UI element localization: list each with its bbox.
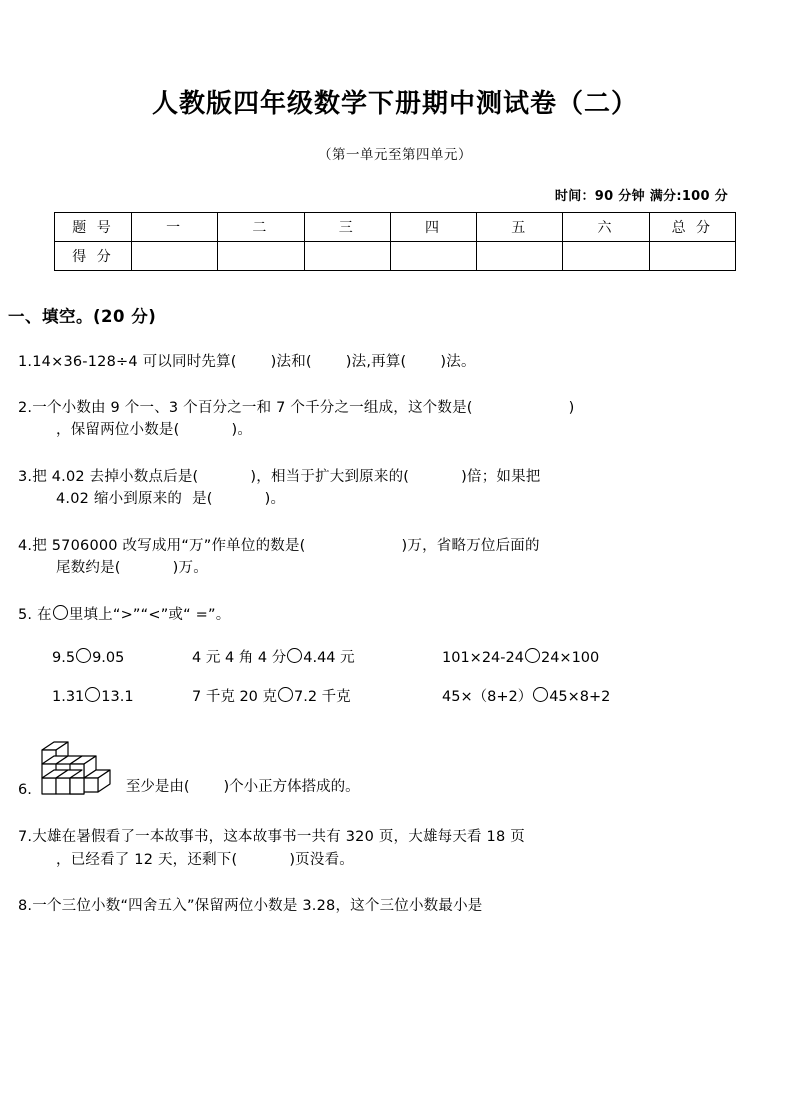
question-7-line-2 xyxy=(56,849,760,871)
comparison-right-2-3: 45×8+2 xyxy=(549,689,611,706)
score-table-header-5: 五 xyxy=(477,212,563,241)
score-table-header-2: 二 xyxy=(218,212,304,241)
score-table-header-3: 三 xyxy=(304,212,390,241)
comparison-circle-2-3[interactable] xyxy=(533,687,548,702)
page-subtitle: （第一单元至第四单元） xyxy=(318,146,472,163)
comparison-item-1-2 xyxy=(192,646,442,667)
comparison-row-2 xyxy=(52,685,790,706)
comparison-left-2-1: 1.31 xyxy=(52,688,85,705)
question-3-text-a: 把 4.02 去掉小数点后是( xyxy=(32,468,199,485)
question-5-text-b: 里填上“>”“<”或“ =”。 xyxy=(68,606,231,623)
comparison-right-1-1: 9.05 xyxy=(92,649,125,666)
question-1-text-d: )法。 xyxy=(440,353,476,370)
comparison-circle-2-1[interactable] xyxy=(85,687,100,702)
question-7-text-a: 大雄在暑假看了一本故事书，这本故事书一共有 320 页，大雄每天看 18 页 xyxy=(32,829,525,846)
page-title: 人教版四年级数学下册期中测试卷（二） xyxy=(151,89,638,119)
comparison-item-2-1 xyxy=(52,687,192,705)
cube-stack-figure-icon xyxy=(34,732,126,804)
question-1 xyxy=(18,351,760,373)
question-3-number: 3. xyxy=(18,468,33,485)
score-cell-2[interactable] xyxy=(218,241,304,270)
question-2-line-2 xyxy=(56,419,760,441)
question-6-text-wrap xyxy=(126,775,360,802)
score-cell-4[interactable] xyxy=(390,241,476,270)
question-2-text-c: ，保留两位小数是( xyxy=(56,422,180,439)
score-table-header-4: 四 xyxy=(390,212,476,241)
comparison-circle-1-1[interactable] xyxy=(76,648,91,663)
score-table-row-label-number: 题 号 xyxy=(55,212,132,241)
score-table-header-total: 总 分 xyxy=(649,212,735,241)
score-table-row-label-score: 得 分 xyxy=(55,241,132,270)
question-1-text-b: )法和( xyxy=(270,353,312,370)
score-cell-total[interactable] xyxy=(649,241,735,270)
question-2-text-b: ) xyxy=(568,399,575,416)
comparison-item-1-3 xyxy=(442,648,702,666)
question-2-number: 2. xyxy=(18,399,33,416)
question-7-text-c: )页没看。 xyxy=(289,851,354,868)
question-3-text-f: )。 xyxy=(264,491,286,508)
score-cell-1[interactable] xyxy=(132,241,218,270)
question-7-number: 7. xyxy=(18,829,33,846)
question-3-text-b: )，相当于扩大到原来的( xyxy=(250,468,410,485)
question-2-text-a: 一个小数由 9 个一、3 个百分之一和 7 个千分之一组成，这个数是( xyxy=(32,399,473,416)
question-5-number: 5. xyxy=(18,606,33,623)
question-4-text-a: 把 5706000 改写成用“万”作单位的数是( xyxy=(32,537,306,554)
question-5 xyxy=(18,604,760,626)
score-cell-5[interactable] xyxy=(477,241,563,270)
table-row-headers xyxy=(55,212,736,241)
comparison-item-1-1 xyxy=(52,648,192,666)
question-5-text-a: 在 xyxy=(37,606,52,623)
comparison-row-1 xyxy=(52,646,790,667)
question-3-text-e: 是( xyxy=(192,491,213,508)
question-2 xyxy=(18,397,760,442)
score-table-header-6: 六 xyxy=(563,212,649,241)
question-1-text-c: )法,再算( xyxy=(345,353,407,370)
question-1-number: 1. xyxy=(18,353,33,370)
score-cell-3[interactable] xyxy=(304,241,390,270)
comparison-left-2-2: 7 千克 20 克 xyxy=(192,689,278,706)
question-8-number: 8. xyxy=(18,898,33,915)
question-2-text-d: )。 xyxy=(231,422,253,439)
question-6 xyxy=(18,732,790,802)
question-4-text-d: )万。 xyxy=(172,560,208,577)
comparison-right-1-3: 24×100 xyxy=(540,649,600,666)
score-cell-6[interactable] xyxy=(563,241,649,270)
comparison-right-2-1: 13.1 xyxy=(101,688,134,705)
comparison-item-2-2 xyxy=(192,685,442,706)
question-4-line-2 xyxy=(56,557,760,579)
comparison-left-1-3: 101×24-24 xyxy=(442,649,524,666)
comparison-circle-1-2[interactable] xyxy=(287,648,302,663)
score-table-container xyxy=(54,212,736,271)
question-8-text-a: 一个三位小数“四舍五入”保留两位小数是 3.28，这个三位小数最小是 xyxy=(32,898,483,915)
circle-icon xyxy=(53,605,68,620)
question-4-number: 4. xyxy=(18,537,33,554)
table-row-scores xyxy=(55,241,736,270)
question-4-text-b: )万，省略万位后面的 xyxy=(401,537,540,554)
score-table-header-1: 一 xyxy=(132,212,218,241)
comparison-left-2-3: 45×（8+2） xyxy=(442,689,533,706)
question-3-text-c: )倍；如果把 xyxy=(461,468,541,485)
comparison-item-2-3 xyxy=(442,685,702,706)
question-4 xyxy=(18,535,760,580)
question-6-number: 6. xyxy=(18,782,32,799)
comparison-left-1-2: 4 元 4 角 4 分 xyxy=(192,650,287,667)
question-6-text-a: 至少是由( xyxy=(125,779,190,796)
comparison-right-2-2: 7.2 千克 xyxy=(294,689,351,706)
comparison-circle-1-3[interactable] xyxy=(525,648,540,663)
comparison-right-1-2: 4.44 元 xyxy=(303,650,355,667)
score-table xyxy=(54,212,736,271)
question-6-text-b: )个小正方体搭成的。 xyxy=(223,779,360,796)
question-1-text-a: 14×36-128÷4 可以同时先算( xyxy=(32,353,237,370)
comparison-left-1-1: 9.5 xyxy=(52,649,76,666)
comparison-grid xyxy=(52,646,790,706)
question-3-line-2 xyxy=(56,488,760,510)
question-7 xyxy=(18,826,760,871)
question-7-text-b: ，已经看了 12 天，还剩下( xyxy=(56,851,238,868)
comparison-circle-2-2[interactable] xyxy=(278,687,293,702)
question-4-text-c: 尾数约是( xyxy=(56,560,121,577)
question-3 xyxy=(18,466,760,511)
question-8 xyxy=(18,895,760,917)
exam-meta-info: 时间：90 分钟 满分:100 分 xyxy=(554,188,728,204)
question-3-text-d: 4.02 缩小到原来的 xyxy=(56,491,183,508)
section-heading-fill-in-blanks: 一、填空。(20 分) xyxy=(8,306,157,326)
